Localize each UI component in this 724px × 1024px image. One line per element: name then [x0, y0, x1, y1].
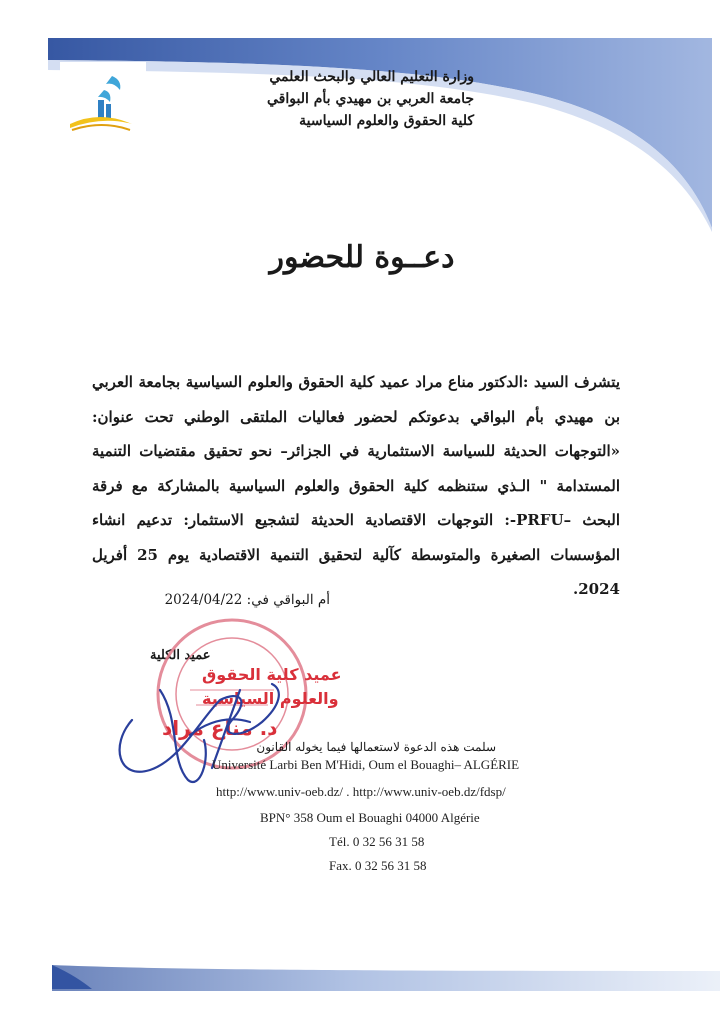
footer-address: BPN° 358 Oum el Bouaghi 04000 Algérie [260, 810, 480, 825]
date-label: أم البواقي في: [246, 592, 330, 608]
red-stamp-line2: والعلوم السياسية [202, 689, 339, 708]
footer-university: Université Larbi Ben M'Hidi, Oum el Bouaghi– ALGÉRIE [212, 757, 520, 772]
red-stamp-line1: عميد كلية الحقوق [202, 665, 342, 684]
university-name: جامعة العربي بن مهيدي بأم البواقي [267, 91, 474, 107]
usage-note: سلمت هذه الدعوة لاستعمالها فيما يخوله القانون [256, 740, 496, 754]
footer-urls[interactable]: http://www.univ-oeb.dz/ . http://www.univ-oeb.dz/fdsp/ [216, 784, 506, 799]
footer-tel: Tél. 0 32 56 31 58 [329, 834, 425, 849]
footer-fax: Fax. 0 32 56 31 58 [329, 858, 427, 873]
page-title: دعــوة للحضور [269, 240, 455, 275]
bottom-banner-decoration [0, 955, 724, 1024]
faculty-name: كلية الحقوق والعلوم السياسية [299, 113, 474, 129]
invitation-body: يتشرف السيد :الدكتور مناع مراد عميد كلية الحقوق والعلوم السياسية بجامعة العربي بن مهيدي بأم البواقي بدعوتكم لحضور فعاليات الملتقى الوطني تحت عنوان: «التوجهات الحديثة للسياسة الاستثمارية في الجزائر– نحو تحقيق مقتضيات التنمية المستدامة " الـذي ستنظمه كلية الحقوق والعلوم السياسية بالمشاركة مع فرقة البحث –PRFU-: التوجهات الاقتصادية الحديثة لتشجيع الاستثمار: تدعيم انشاء المؤسسات الصغيرة والمتوسطة كآلية لتحقيق التنمية الاقتصادية يوم 25 أفريل 2024. [92, 373, 621, 598]
ministry-name: وزارة التعليم العالي والبحث العلمي [269, 69, 474, 85]
red-stamp-name: د. مناع مراد [162, 716, 278, 740]
dean-label: عميد الكلية [150, 648, 211, 663]
date-value: 2024/04/22 [164, 592, 243, 608]
